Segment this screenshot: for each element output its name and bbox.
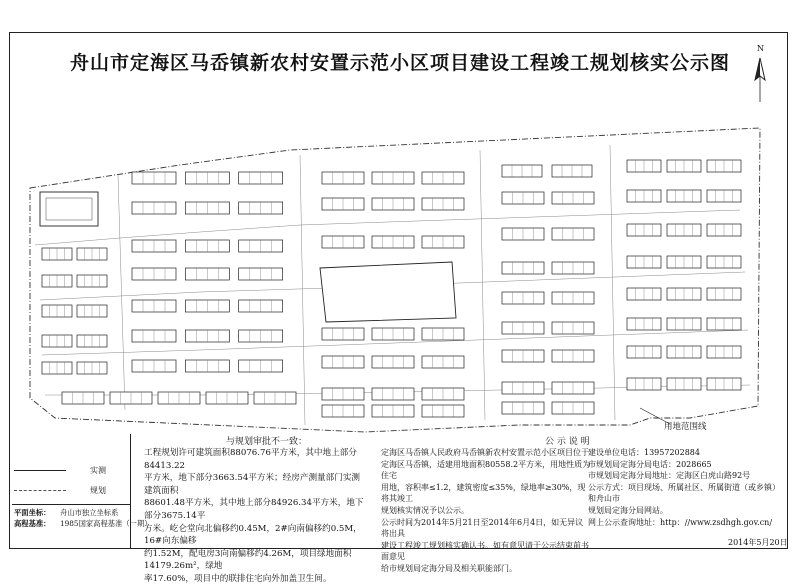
road-line <box>610 145 615 420</box>
contact-line: 市规划局定海分局电话：2028665 <box>588 459 712 469</box>
contact-text <box>588 447 784 528</box>
road-line <box>480 150 485 420</box>
building <box>320 262 456 322</box>
comparison-line: 工程规划许可建筑面积88076.76平方米，其中地上部分84413.22 <box>144 448 357 471</box>
elevation-value: 1985国家高程基准（一期） <box>60 519 152 528</box>
comparison-heading: 与规划审批不一致： <box>226 437 308 447</box>
contact-line: 市规划局定海分局地址：定海区白虎山路92号 <box>588 471 751 481</box>
building <box>40 192 98 226</box>
comparison-line: 约1.52M，配电房3向南偏移约4.26M，项目绿地面积14179.26m²，绿地 <box>144 548 352 572</box>
notice-heading: 公 示 说 明 <box>545 437 590 447</box>
contact-line: 规划局定海分局网站。 <box>588 505 668 515</box>
notice-line: 定海区马岙镇人民政府马岙镇新农村安置示范小区项目位于 <box>381 448 589 457</box>
road-line <box>300 155 305 425</box>
comparison-line: 88601.48平方米，其中地上部分84926.34平方米，地下部分3675.14平 <box>144 498 364 521</box>
comparison-line: 平方米，地下部分3663.54平方米；经房产测量部门实测建筑面积 <box>144 473 361 496</box>
boundary-label: 用地范围线 <box>664 422 707 432</box>
north-label: N <box>757 44 764 53</box>
notice-line: 公示时间为2014年5月21日至2014年6月4日，如无异议将出具 <box>381 517 584 539</box>
comparison-line: 率17.60%，项目中的联排住宅向外加盖卫生间。 <box>144 573 332 584</box>
footer-divider <box>12 504 130 505</box>
footer-vdivider <box>130 434 131 549</box>
legend-line-planned <box>14 490 66 491</box>
contact-line: 公示方式：项目现场、所属社区、所属街道（或乡镇）和舟山市 <box>588 482 780 504</box>
comparison-line: 方米。屹仑堂向北偏移约0.45M，2#向南偏移约0.5M，16#向东偏移 <box>144 523 362 547</box>
notice-line: 规划核实情况予以公示。 <box>381 505 469 515</box>
coord-value: 舟山市独立坐标系 <box>60 508 119 517</box>
notice-line: 建设工程竣工规划核实确认书。如有意见请于公示结束前书面意见 <box>381 540 589 562</box>
contact-line: 网上公示查询地址：http：//www.zsdhgh.gov.cn/ <box>588 517 773 527</box>
legend-label-measured: 实测 <box>90 466 106 475</box>
map-title: 舟山市定海区马岙镇新农村安置示范小区项目建设工程竣工规划核实公示图 <box>69 52 730 74</box>
road-line <box>118 175 125 410</box>
notice-line: 给市规划局定海分局及相关职能部门。 <box>381 563 517 573</box>
notice-line: 定海区马岙镇，适建用地面积80558.2平方米，用地性质为住宅 <box>381 459 591 481</box>
contact-line: 建设单位电话：13957202884 <box>588 448 700 457</box>
date: 2014年5月20日 <box>728 538 788 547</box>
legend-label-planned: 规划 <box>90 486 106 495</box>
elevation-label: 高程基准： <box>14 519 51 528</box>
notice-text <box>381 447 591 575</box>
coord-label: 平面坐标： <box>14 508 51 517</box>
notice-line: 用地，容积率≤1.2，建筑密度≤35%，绿地率≥30%，现将其竣工 <box>381 482 586 504</box>
legend-line-measured <box>14 470 66 471</box>
comparison-text <box>144 447 366 586</box>
